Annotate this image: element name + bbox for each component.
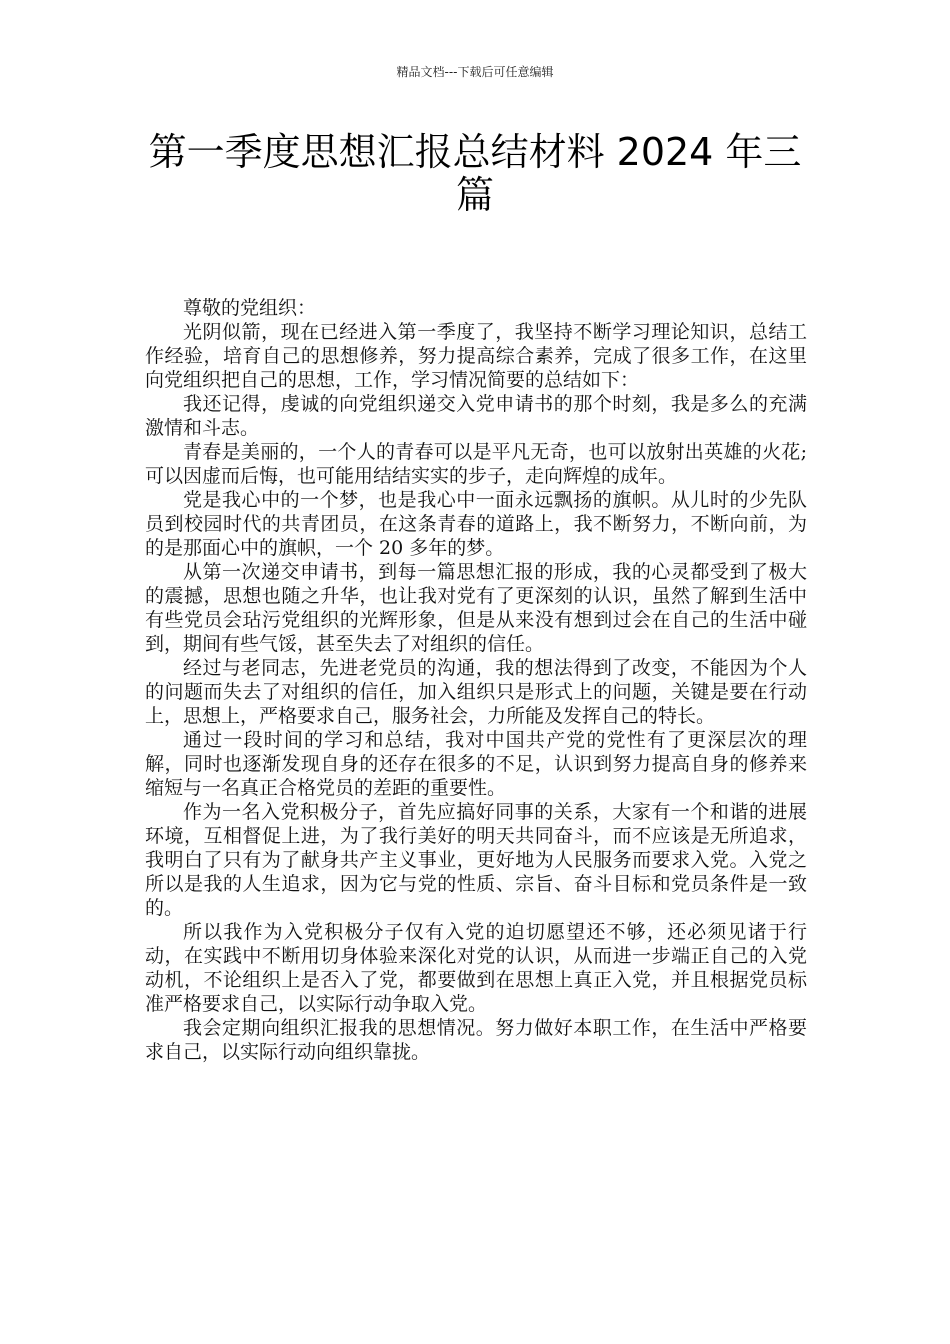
document-body [145,296,807,1064]
paragraph: 光阴似箭，现在已经进入第一季度了，我坚持不断学习理论知识，总结工作经验，培育自己的思想修养，努力提高综合素养，完成了很多工作，在这里向党组织把自己的思想，工作，学习情况简要的总结如下： [145,321,807,391]
paragraph: 经过与老同志，先进老党员的沟通，我的想法得到了改变，不能因为个人的问题而失去了对组织的信任，加入组织只是形式上的问题，关键是要在行动上，思想上，严格要求自己，服务社会，力所能及发挥自己的特长。 [145,657,807,727]
paragraph: 党是我心中的一个梦，也是我心中一面永远飘扬的旗帜。从儿时的少先队员到校园时代的共青团员，在这条青春的道路上，我不断努力，不断向前，为的是那面心中的旗帜，一个 20 多年的梦。 [145,489,807,559]
paragraph: 作为一名入党积极分子，首先应搞好同事的关系，大家有一个和谐的进展环境，互相督促上进，为了我行美好的明天共同奋斗，而不应该是无所追求，我明白了只有为了献身共产主义事业，更好地为人民服务而要求入党。入党之所以是我的人生追求，因为它与党的性质、宗旨、奋斗目标和党员条件是一致的。 [145,801,807,919]
page-header: 精品文档---下载后可任意编辑 [396,65,554,79]
paragraph: 所以我作为入党积极分子仅有入党的迫切愿望还不够，还必须见诸于行动，在实践中不断用切身体验来深化对党的认识，从而进一步端正自己的入党动机，不论组织上是否入了党，都要做到在思想上真正入党，并且根据党员标准严格要求自己，以实际行动争取入党。 [145,921,807,1015]
document-title: 第一季度思想汇报总结材料 2024 年三篇 [148,130,802,217]
paragraph: 通过一段时间的学习和总结，我对中国共产党的党性有了更深层次的理解，同时也逐渐发现自身的还存在很多的不足，认识到努力提高自身的修养来缩短与一名真正合格党员的差距的重要性。 [145,729,807,799]
salutation: 尊敬的党组织： [183,297,317,319]
paragraph: 青春是美丽的，一个人的青春可以是平凡无奇，也可以放射出英雄的火花;可以因虚而后悔，也可能用结结实实的步子，走向辉煌的成年。 [145,441,807,487]
paragraph: 从第一次递交申请书，到每一篇思想汇报的形成，我的心灵都受到了极大的震撼，思想也随之升华，也让我对党有了更深刻的认识，虽然了解到生活中有些党员会玷污党组织的光辉形象，但是从来没有想到过会在自己的生活中碰到，期间有些气馁，甚至失去了对组织的信任。 [145,561,807,655]
paragraph: 我会定期向组织汇报我的思想情况。努力做好本职工作，在生活中严格要求自己，以实际行动向组织靠拢。 [145,1017,807,1063]
paragraph: 我还记得，虔诚的向党组织递交入党申请书的那个时刻，我是多么的充满激情和斗志。 [145,393,807,439]
